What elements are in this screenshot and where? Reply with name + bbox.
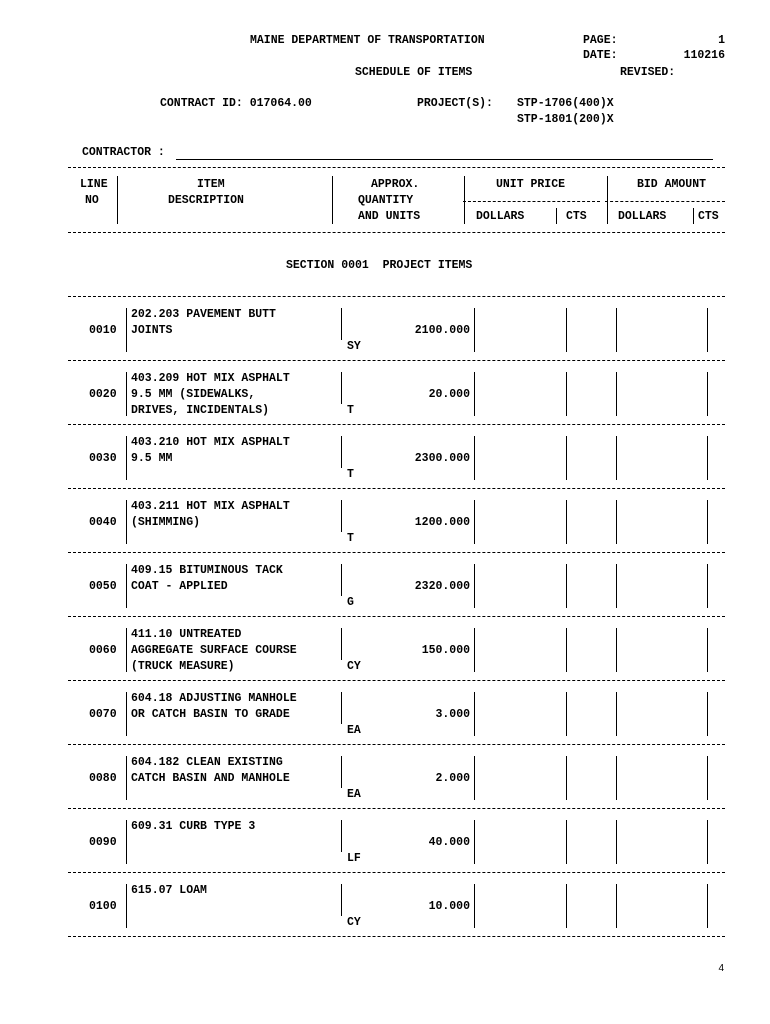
col-cts-bid: CTS <box>698 210 719 223</box>
bid-amount-cts-cell[interactable] <box>709 756 725 800</box>
unit-value: T <box>347 532 354 545</box>
item-description-line: DRIVES, INCIDENTALS) <box>131 404 270 417</box>
col-sep-desc <box>126 756 127 800</box>
section-title: SECTION 0001 PROJECT ITEMS <box>286 259 473 272</box>
bid-amount-dollars-cell[interactable] <box>618 628 705 672</box>
col-sep-qty <box>341 692 342 724</box>
col-sep-qty <box>341 756 342 788</box>
agency-title: MAINE DEPARTMENT OF TRANSPORTATION <box>250 34 485 47</box>
unit-value: T <box>347 468 354 481</box>
unit-price-dollars-cell[interactable] <box>476 436 564 480</box>
section-rule <box>68 296 725 297</box>
contract-id: CONTRACT ID: 017064.00 <box>160 97 312 110</box>
col-sep-unit-dollars <box>474 372 475 416</box>
table-row <box>0 688 770 752</box>
quantity-value: 20.000 <box>428 388 470 401</box>
col-sep-qty <box>341 628 342 660</box>
bid-amount-dollars-cell[interactable] <box>618 820 705 864</box>
col-sep-bid-dollars <box>616 756 617 800</box>
item-description-line: AGGREGATE SURFACE COURSE <box>131 644 297 657</box>
table-row <box>0 880 770 944</box>
unit-price-dollars-cell[interactable] <box>476 500 564 544</box>
col-sep-bid-cts <box>707 436 708 480</box>
row-rule <box>68 488 725 489</box>
col-sep-unit-cts <box>566 628 567 672</box>
row-rule <box>68 616 725 617</box>
header-top-rule <box>68 167 725 168</box>
table-row <box>0 816 770 880</box>
bid-amount-subrule <box>605 201 725 202</box>
table-row <box>0 304 770 368</box>
line-number: 0040 <box>89 516 117 529</box>
col-sep-bid-cts <box>707 756 708 800</box>
col-sep-qty <box>341 308 342 340</box>
bid-amount-dollars-cell[interactable] <box>618 564 705 608</box>
footer-page-number: 4 <box>718 963 724 974</box>
quantity-value: 150.000 <box>421 644 470 657</box>
line-number: 0080 <box>89 772 117 785</box>
col-cts-unit: CTS <box>566 210 587 223</box>
col-sep-bid-dollars <box>616 436 617 480</box>
col-sep-unit-cts <box>566 884 567 928</box>
project-2: STP-1801(200)X <box>517 113 614 126</box>
unit-value: CY <box>347 660 361 673</box>
item-description-line: CATCH BASIN AND MANHOLE <box>131 772 290 785</box>
col-sep-unit-dollars <box>474 308 475 352</box>
unit-value: T <box>347 404 354 417</box>
hdr-sep-6 <box>693 208 694 224</box>
col-sep-bid-cts <box>707 884 708 928</box>
col-sep-unit-dollars <box>474 820 475 864</box>
col-sep-bid-dollars <box>616 500 617 544</box>
col-sep-bid-dollars <box>616 884 617 928</box>
col-sep-bid-dollars <box>616 628 617 672</box>
unit-price-cts-cell[interactable] <box>568 436 614 480</box>
col-sep-unit-cts <box>566 500 567 544</box>
item-description-line: (SHIMMING) <box>131 516 201 529</box>
unit-price-cts-cell[interactable] <box>568 820 614 864</box>
bid-amount-dollars-cell[interactable] <box>618 436 705 480</box>
unit-price-dollars-cell[interactable] <box>476 820 564 864</box>
quantity-value: 2300.000 <box>414 452 470 465</box>
hdr-sep-1 <box>117 176 118 224</box>
item-description-line: 609.31 CURB TYPE 3 <box>131 820 256 833</box>
col-sep-unit-cts <box>566 308 567 352</box>
quantity-value: 1200.000 <box>414 516 470 529</box>
col-sep-bid-dollars <box>616 564 617 608</box>
bid-amount-dollars-cell[interactable] <box>618 500 705 544</box>
schedule-title: SCHEDULE OF ITEMS <box>355 66 473 79</box>
col-sep-desc <box>126 436 127 480</box>
table-row <box>0 560 770 624</box>
col-sep-bid-cts <box>707 564 708 608</box>
item-description-line: 403.211 HOT MIX ASPHALT <box>131 500 290 513</box>
col-sep-bid-cts <box>707 308 708 352</box>
item-description-line: 403.209 HOT MIX ASPHALT <box>131 372 290 385</box>
bid-amount-dollars-cell[interactable] <box>618 692 705 736</box>
col-sep-desc <box>126 372 127 416</box>
col-sep-bid-dollars <box>616 692 617 736</box>
item-description-line: OR CATCH BASIN TO GRADE <box>131 708 290 721</box>
item-description-line: 403.210 HOT MIX ASPHALT <box>131 436 290 449</box>
col-sep-qty <box>341 500 342 532</box>
unit-price-cts-cell[interactable] <box>568 308 614 352</box>
col-item: ITEM <box>197 178 225 191</box>
project-1: STP-1706(400)X <box>517 97 614 110</box>
bid-amount-dollars-cell[interactable] <box>618 756 705 800</box>
col-sep-unit-cts <box>566 692 567 736</box>
col-sep-unit-dollars <box>474 500 475 544</box>
col-sep-desc <box>126 628 127 672</box>
col-sep-desc <box>126 564 127 608</box>
col-line-no: NO <box>85 194 99 207</box>
row-rule <box>68 936 725 937</box>
unit-price-dollars-cell[interactable] <box>476 308 564 352</box>
line-number: 0100 <box>89 900 117 913</box>
col-line: LINE <box>80 178 108 191</box>
unit-value: LF <box>347 852 361 865</box>
unit-value: EA <box>347 788 361 801</box>
col-sep-bid-dollars <box>616 308 617 352</box>
unit-price-cts-cell[interactable] <box>568 884 614 928</box>
item-description-line: 615.07 LOAM <box>131 884 207 897</box>
unit-value: CY <box>347 916 361 929</box>
col-sep-unit-cts <box>566 436 567 480</box>
hdr-sep-2 <box>332 176 333 224</box>
col-sep-unit-cts <box>566 372 567 416</box>
page-label: PAGE: <box>583 34 618 47</box>
item-description-line: 409.15 BITUMINOUS TACK <box>131 564 283 577</box>
date-label: DATE: <box>583 49 618 62</box>
unit-price-cts-cell[interactable] <box>568 628 614 672</box>
line-number: 0050 <box>89 580 117 593</box>
col-sep-bid-cts <box>707 372 708 416</box>
table-row <box>0 432 770 496</box>
hdr-sep-4 <box>607 176 608 224</box>
item-description-line: 9.5 MM <box>131 452 173 465</box>
bid-amount-cts-cell[interactable] <box>709 820 725 864</box>
col-sep-qty <box>341 564 342 596</box>
line-number: 0090 <box>89 836 117 849</box>
hdr-sep-3 <box>464 176 465 224</box>
bid-amount-cts-cell[interactable] <box>709 308 725 352</box>
bid-amount-cts-cell[interactable] <box>709 436 725 480</box>
line-number: 0030 <box>89 452 117 465</box>
col-sep-unit-dollars <box>474 756 475 800</box>
col-sep-qty <box>341 372 342 404</box>
bid-amount-dollars-cell[interactable] <box>618 308 705 352</box>
unit-price-dollars-cell[interactable] <box>476 372 564 416</box>
unit-value: SY <box>347 340 361 353</box>
col-description: DESCRIPTION <box>168 194 244 207</box>
row-rule <box>68 808 725 809</box>
quantity-value: 10.000 <box>428 900 470 913</box>
quantity-value: 40.000 <box>428 836 470 849</box>
line-number: 0060 <box>89 644 117 657</box>
date-value: 110216 <box>683 49 725 62</box>
bid-amount-cts-cell[interactable] <box>709 372 725 416</box>
item-description-line: 9.5 MM (SIDEWALKS, <box>131 388 256 401</box>
row-rule <box>68 360 725 361</box>
revised-label: REVISED: <box>620 66 676 79</box>
row-rule <box>68 680 725 681</box>
col-sep-bid-cts <box>707 500 708 544</box>
item-description-line: JOINTS <box>131 324 173 337</box>
col-sep-desc <box>126 692 127 736</box>
unit-price-cts-cell[interactable] <box>568 692 614 736</box>
row-rule <box>68 872 725 873</box>
bid-amount-cts-cell[interactable] <box>709 500 725 544</box>
contractor-label: CONTRACTOR : <box>82 146 165 159</box>
bid-amount-cts-cell[interactable] <box>709 884 725 928</box>
bid-amount-cts-cell[interactable] <box>709 564 725 608</box>
col-dollars-unit: DOLLARS <box>476 210 525 223</box>
row-rule <box>68 744 725 745</box>
col-sep-desc <box>126 884 127 928</box>
col-bid-amount: BID AMOUNT <box>637 178 707 191</box>
bid-amount-cts-cell[interactable] <box>709 692 725 736</box>
unit-price-dollars-cell[interactable] <box>476 564 564 608</box>
unit-price-cts-cell[interactable] <box>568 756 614 800</box>
col-sep-desc <box>126 308 127 352</box>
line-number: 0070 <box>89 708 117 721</box>
col-sep-bid-cts <box>707 628 708 672</box>
col-sep-unit-dollars <box>474 564 475 608</box>
table-row <box>0 624 770 688</box>
page-value: 1 <box>718 34 725 47</box>
col-dollars-bid: DOLLARS <box>618 210 667 223</box>
item-description-line: COAT - APPLIED <box>131 580 228 593</box>
unit-price-cts-cell[interactable] <box>568 564 614 608</box>
unit-price-subrule <box>463 201 600 202</box>
col-sep-qty <box>341 820 342 852</box>
col-sep-unit-dollars <box>474 884 475 928</box>
unit-value: G <box>347 596 354 609</box>
col-sep-desc <box>126 500 127 544</box>
col-sep-unit-dollars <box>474 692 475 736</box>
unit-value: EA <box>347 724 361 737</box>
bid-amount-dollars-cell[interactable] <box>618 884 705 928</box>
col-quantity: QUANTITY <box>358 194 414 207</box>
table-row <box>0 752 770 816</box>
unit-price-dollars-cell[interactable] <box>476 884 564 928</box>
col-sep-desc <box>126 820 127 864</box>
col-unit-price: UNIT PRICE <box>496 178 566 191</box>
item-description-line: 604.182 CLEAN EXISTING <box>131 756 283 769</box>
col-sep-unit-dollars <box>474 436 475 480</box>
quantity-value: 2.000 <box>435 772 470 785</box>
col-sep-unit-cts <box>566 756 567 800</box>
bid-amount-dollars-cell[interactable] <box>618 372 705 416</box>
col-sep-unit-dollars <box>474 628 475 672</box>
col-sep-unit-cts <box>566 564 567 608</box>
quantity-value: 3.000 <box>435 708 470 721</box>
quantity-value: 2100.000 <box>414 324 470 337</box>
line-number: 0010 <box>89 324 117 337</box>
item-description-line: (TRUCK MEASURE) <box>131 660 235 673</box>
col-sep-bid-dollars <box>616 372 617 416</box>
header-bottom-rule <box>68 232 725 233</box>
item-description-line: 604.18 ADJUSTING MANHOLE <box>131 692 297 705</box>
col-sep-qty <box>341 436 342 468</box>
col-units: AND UNITS <box>358 210 421 223</box>
unit-price-dollars-cell[interactable] <box>476 756 564 800</box>
hdr-sep-5 <box>556 208 557 224</box>
row-rule <box>68 424 725 425</box>
projects-label: PROJECT(S): <box>417 97 493 110</box>
item-description-line: 202.203 PAVEMENT BUTT <box>131 308 276 321</box>
col-sep-unit-cts <box>566 820 567 864</box>
item-description-line: 411.10 UNTREATED <box>131 628 242 641</box>
unit-price-dollars-cell[interactable] <box>476 628 564 672</box>
contractor-line[interactable] <box>176 159 713 160</box>
table-row <box>0 496 770 560</box>
row-rule <box>68 552 725 553</box>
col-approx: APPROX. <box>371 178 420 191</box>
quantity-value: 2320.000 <box>414 580 470 593</box>
bid-amount-cts-cell[interactable] <box>709 628 725 672</box>
col-sep-bid-cts <box>707 820 708 864</box>
col-sep-bid-cts <box>707 692 708 736</box>
unit-price-cts-cell[interactable] <box>568 500 614 544</box>
unit-price-cts-cell[interactable] <box>568 372 614 416</box>
col-sep-qty <box>341 884 342 916</box>
unit-price-dollars-cell[interactable] <box>476 692 564 736</box>
table-row <box>0 368 770 432</box>
line-number: 0020 <box>89 388 117 401</box>
col-sep-bid-dollars <box>616 820 617 864</box>
